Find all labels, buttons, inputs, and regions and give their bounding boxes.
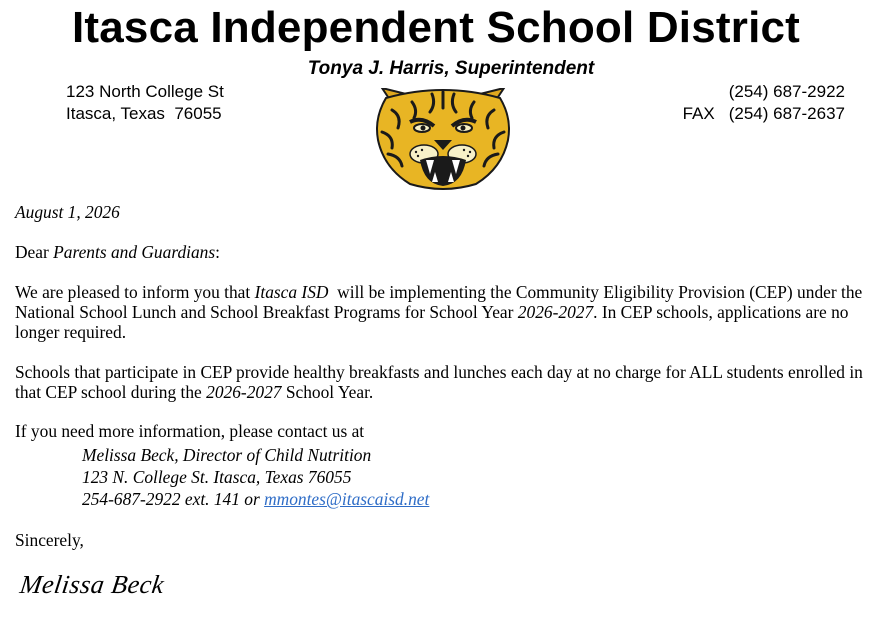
contact-block xyxy=(82,444,429,510)
p2-text-b: School Year. xyxy=(281,382,374,402)
signature: Melissa Beck xyxy=(18,570,167,599)
address-line-2: Itasca, Texas 76055 xyxy=(66,104,222,123)
salutation-name: Parents and Guardians xyxy=(53,242,216,262)
paragraph-contact-intro: If you need more information, please contact us at xyxy=(15,421,365,441)
fax-line xyxy=(683,103,845,125)
paragraph-cep-meals xyxy=(15,362,865,402)
closing: Sincerely, xyxy=(15,530,84,550)
p2-school-year: 2026-2027 xyxy=(206,382,282,402)
address-line-1: 123 North College St xyxy=(66,82,224,101)
contact-email-link[interactable]: mmontes@itascaisd.net xyxy=(264,489,430,509)
paragraph-cep-announcement xyxy=(15,282,865,342)
p1-school-year: 2026-2027 xyxy=(517,302,594,322)
fax-label: FAX xyxy=(682,104,715,123)
p1-text-c: . In CEP schools, applications are no longer required. xyxy=(15,302,853,342)
district-contact-numbers xyxy=(683,81,845,125)
salutation-suffix: : xyxy=(215,242,220,262)
district-name: Itasca Independent School District xyxy=(71,3,801,52)
contact-phone: 254-687-2922 ext. 141 or xyxy=(82,489,265,509)
contact-name: Melissa Beck, Director of Child Nutrition xyxy=(82,445,372,465)
p1-text-a: We are pleased to inform you that xyxy=(15,282,255,302)
phone-number: (254) 687-2922 xyxy=(728,82,845,101)
letter-date: August 1, 2026 xyxy=(15,202,120,222)
contact-address: 123 N. College St. Itasca, Texas 76055 xyxy=(82,467,352,487)
p1-district: Itasca ISD xyxy=(254,282,329,302)
district-address xyxy=(66,81,224,125)
salutation xyxy=(15,242,865,262)
superintendent-line: Tonya J. Harris, Superintendent xyxy=(307,58,595,79)
salutation-prefix: Dear xyxy=(15,242,54,262)
fax-number: (254) 687-2637 xyxy=(728,104,845,123)
contact-phone-email xyxy=(82,488,429,510)
tiger-head-icon xyxy=(372,88,514,190)
p1-text-b: will be implementing the Community Eligibility Provision (CEP) under the National School Lunch and School Breakfast Programs for School Year xyxy=(15,282,867,322)
p2-text-a: Schools that participate in CEP provide healthy breakfasts and lunches each day at no charge for ALL students enrolled in that CEP school during the xyxy=(15,362,863,402)
